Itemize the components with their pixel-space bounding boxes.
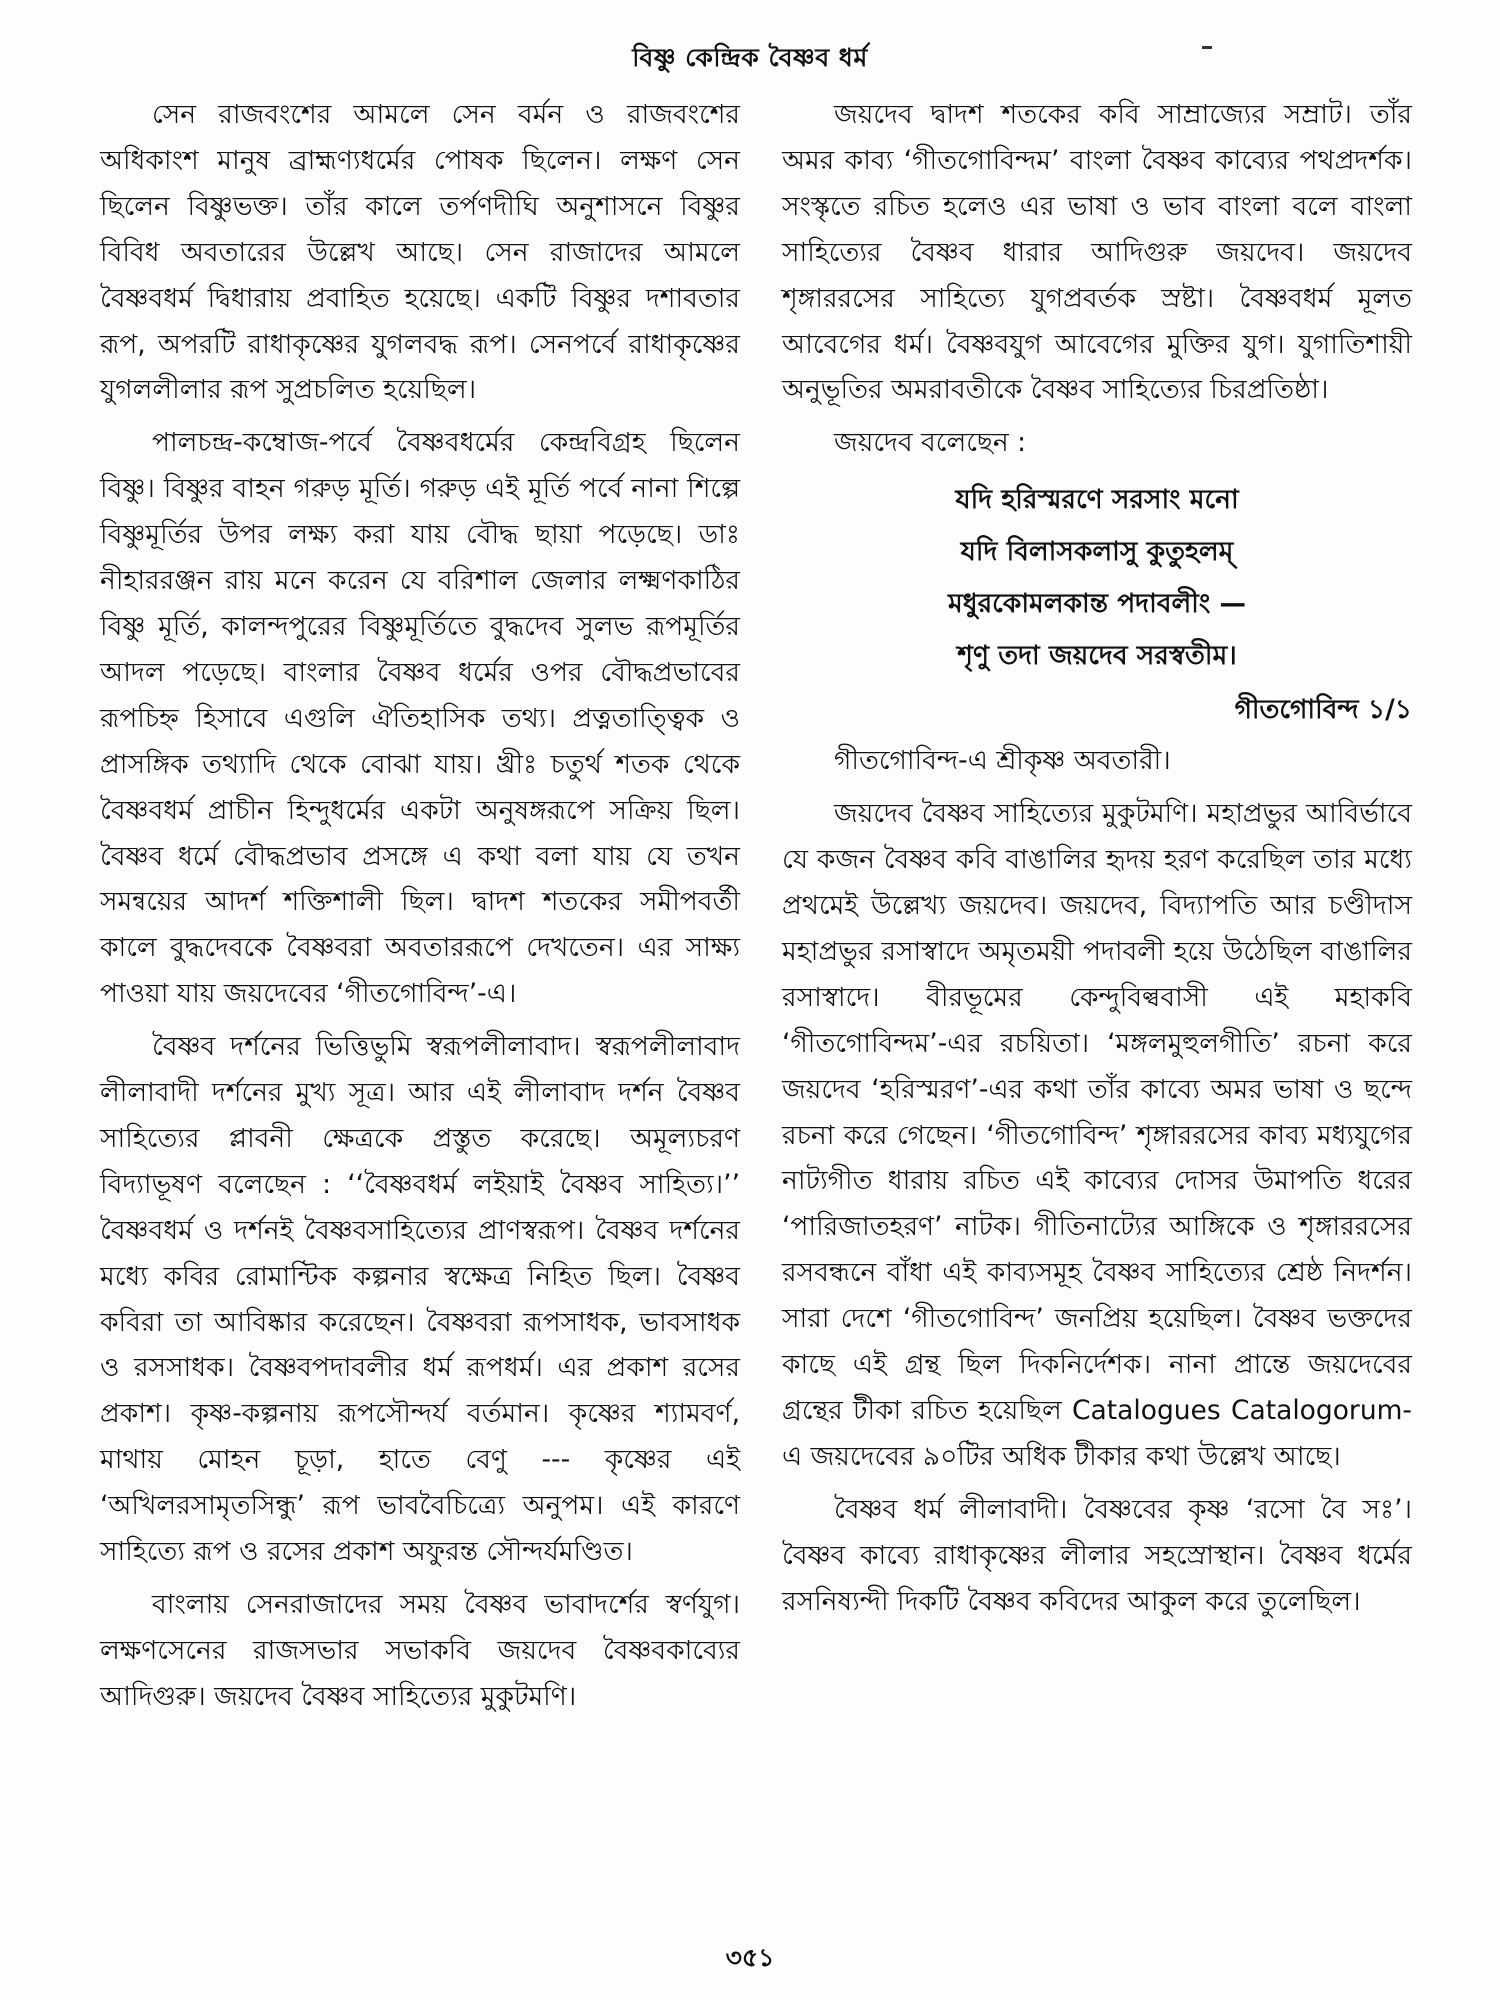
paragraph: বৈষ্ণব দর্শনের ভিত্তিভুমি স্বরূপলীলাবাদ। স্বরূপলীলাবাদ লীলাবাদী দর্শনের মুখ্য সূত্র। আর এই লীলাবাদ দর্শন বৈষ্ণব সাহিত্যের প্লাবনী ক্ষেত্রকে প্রস্তুত করেছে। অমূল্যচরণ বিদ্যাভূষণ বলেছেন : ‘‘বৈষ্ণবধর্ম লইয়াই বৈষ্ণব সাহিত্য।’’ বৈষ্ণবধর্ম ও দর্শনই বৈষ্ণবসাহিত্যের প্রাণস্বরূপ। বৈষ্ণব দর্শনের মধ্যে কবির রোমান্টিক কল্পনার স্বক্ষেত্র নিহিত ছিল। বৈষ্ণব কবিরা তা আবিষ্কার করেছেন। বৈষ্ণবরা রূপসাধক, ভাবসাধক ও রসসাধক। বৈষ্ণবপদাবলীর ধর্ম রূপধর্ম। এর প্রকাশ রসের প্রকাশ। কৃষ্ণ-কল্পনায় রূপসৌন্দর্য বর্তমান। কৃষ্ণের শ্যামবর্ণ, মাথায় মোহন চূড়া, হাতে বেণু --- কৃষ্ণের এই ‘অখিলরসামৃতসিন্ধু’ রূপ ভাববৈচিত্র্যে অনুপম। এই কারণে সাহিত্যে রূপ ও রসের প্রকাশ অফুরন্ত সৌন্দর্যমণ্ডিত। bbox=[100, 1031, 740, 1568]
paragraph: সেন রাজবংশের আমলে সেন বর্মন ও রাজবংশের অধিকাংশ মানুষ ব্রাহ্মণ্যধর্মের পোষক ছিলেন। লক্ষণ সেন ছিলেন বিষ্ণুভক্ত। তাঁর কালে তর্পণদীঘি অনুশাসনে বিষ্ণুর বিবিধ অবতারের উল্লেখ আছে। সেন রাজাদের আমলে বৈষ্ণবধর্ম দ্বিধারায় প্রবাহিত হয়েছে। একটি বিষ্ণুর দশাবতার রূপ, অপরটি রাধাকৃষ্ণের যুগলবদ্ধ রূপ। সেনপর্বে রাধাকৃষ্ণের যুগললীলার রূপ সুপ্রচলিত হয়েছিল। bbox=[100, 99, 740, 406]
verse-block bbox=[782, 474, 1412, 682]
verse-line: মধুরকোমলকান্ত পদাবলীং — bbox=[948, 588, 1246, 620]
paragraph: জয়দেব বৈষ্ণব সাহিত্যের মুকুটমণি। মহাপ্রভুর আবির্ভাবে যে কজন বৈষ্ণব কবি বাঙালির হৃদয় হরণ করেছিল তার মধ্যে প্রথমেই উল্লেখ্য জয়দেব। জয়দেব, বিদ্যাপতি আর চণ্ডীদাস মহাপ্রভুর রসাস্বাদে অমৃতময়ী পদাবলী হয়ে উঠেছিল বাঙালির রসাস্বাদে। বীরভূমের কেন্দুবিল্ববাসী এই মহাকবি ‘গীতগোবিন্দম’-এর রচয়িতা। ‘মঙ্গলমুহুলগীতি’ রচনা করে জয়দেব ‘হরিস্মরণ’-এর কথা তাঁর কাব্যে অমর ভাষা ও ছন্দে রচনা করে গেছেন। ‘গীতগোবিন্দ’ শৃঙ্গাররসের কাব্য মধ্যযুগের নাট্যগীত ধারায় রচিত এই কাব্যের দোসর উমাপতি ধরের ‘পারিজাতহরণ’ নাটক। গীতিনাট্যের আঙ্গিকে ও শৃঙ্গাররসের রসবন্ধনে বাঁধা এই কাব্যসমূহ বৈষ্ণব সাহিত্যের শ্রেষ্ঠ নিদর্শন। সারা দেশে ‘গীতগোবিন্দ’ জনপ্রিয় হয়েছিল। বৈষ্ণব ভক্তদের কাছে এই গ্রন্থ ছিল দিকনির্দেশক। নানা প্রান্তে জয়দেবের গ্রন্থের টীকা রচিত হয়েছিল Catalogues Catalogorum-এ জয়দেবের ৯০টির অধিক টীকার কথা উল্লেখ আছে। bbox=[782, 798, 1412, 1472]
paragraph: জয়দেব দ্বাদশ শতকের কবি সাম্রাজ্যের সম্রাট। তাঁর অমর কাব্য ‘গীতগোবিন্দম’ বাংলা বৈষ্ণব কাব্যের পথপ্রদর্শক। সংস্কৃতে রচিত হলেও এর ভাষা ও ভাব বাংলা বলে বাংলা সাহিত্যের বৈষ্ণব ধারার আদিগুরু জয়দেব। জয়দেব শৃঙ্গাররসের সাহিত্যে যুগপ্রবর্তক স্রষ্টা। বৈষ্ণবধর্ম মূলত আবেগের ধর্ম। বৈষ্ণবযুগ আবেগের মুক্তির যুগ। যুগাতিশায়ী অনুভূতির অমরাবতীকে বৈষ্ণব সাহিত্যের চিরপ্রতিষ্ঠা। bbox=[782, 99, 1412, 406]
verse-line: যদি হরিস্মরণে সরসাং মনো bbox=[955, 484, 1239, 516]
left-column bbox=[100, 92, 740, 1727]
verse-reference: গীতগোবিন্দ ১/১ bbox=[1234, 694, 1412, 726]
paragraph: পালচন্দ্র-কম্বোজ-পর্বে বৈষ্ণবধর্মের কেন্দ্রবিগ্রহ ছিলেন বিষ্ণু। বিষ্ণুর বাহন গরুড় মূর্তি। গরুড় এই মূর্তি পর্বে নানা শিল্পে বিষ্ণুমূর্তির উপর লক্ষ্য করা যায় বৌদ্ধ ছায়া পড়েছে। ডাঃ নীহাররঞ্জন রায় মনে করেন যে বরিশাল জেলার লক্ষ্মণকাঠির বিষ্ণু মূর্তি, কালন্দপুরের বিষ্ণুমূর্তিতে বুদ্ধদেব সুলভ রূপমূর্তির আদল পড়েছে। বাংলার বৈষ্ণব ধর্মের ওপর বৌদ্ধপ্রভাবের রূপচিহ্ন হিসাবে এগুলি ঐতিহাসিক তথ্য। প্রত্নতাত্ত্বিক ও প্রাসঙ্গিক তথ্যাদি থেকে বোঝা যায়। খ্রীঃ চতুর্থ শতক থেকে বৈষ্ণবধর্ম প্রাচীন হিন্দুধর্মের একটা অনুষঙ্গরূপে সক্রিয় ছিল। বৈষ্ণব ধর্মে বৌদ্ধপ্রভাব প্রসঙ্গে এ কথা বলা যায় যে তখন সমন্বয়ের আদর্শ শক্তিশালী ছিল। দ্বাদশ শতকের সমীপবর্তী কালে বুদ্ধদেবকে বৈষ্ণবরা অবতাররূপে দেখতেন। এর সাক্ষ্য পাওয়া যায় জয়দেবের ‘গীতগোবিন্দ’-এ। bbox=[100, 427, 740, 1010]
page-number: ৩৫১ bbox=[725, 1943, 775, 1972]
header-mark bbox=[1202, 46, 1212, 49]
paragraph: বাংলায় সেনরাজাদের সময় বৈষ্ণব ভাবাদর্শের স্বর্ণযুগ। লক্ষণসেনের রাজসভার সভাকবি জয়দেব বৈষ্ণবকাব্যের আদিগুরু। জয়দেব বৈষ্ণব সাহিত্যের মুকুটমণি। bbox=[100, 1589, 740, 1712]
paragraph: বৈষ্ণব ধর্ম লীলাবাদী। বৈষ্ণবের কৃষ্ণ ‘রসো বৈ সঃ’। বৈষ্ণব কাব্যে রাধাকৃষ্ণের লীলার সহস্রোস্থান। বৈষ্ণব ধর্মের রসনিষ্যন্দী দিকটি বৈষ্ণব কবিদের আকুল করে তুলেছিল। bbox=[782, 1493, 1412, 1617]
paragraph: গীতগোবিন্দ-এ শ্রীকৃষ্ণ অবতারী। bbox=[834, 745, 1171, 777]
verse-line: শৃণু তদা জয়দেব সরস্বতীম। bbox=[957, 640, 1237, 672]
right-column bbox=[782, 92, 1412, 1631]
running-header: বিষ্ণু কেন্দ্রিক বৈষ্ণব ধর্ম bbox=[632, 43, 868, 72]
verse-line: যদি বিলাসকলাসু কুতুহলম্ bbox=[960, 536, 1234, 568]
quote-intro: জয়দেব বলেছেন : bbox=[834, 427, 1027, 459]
